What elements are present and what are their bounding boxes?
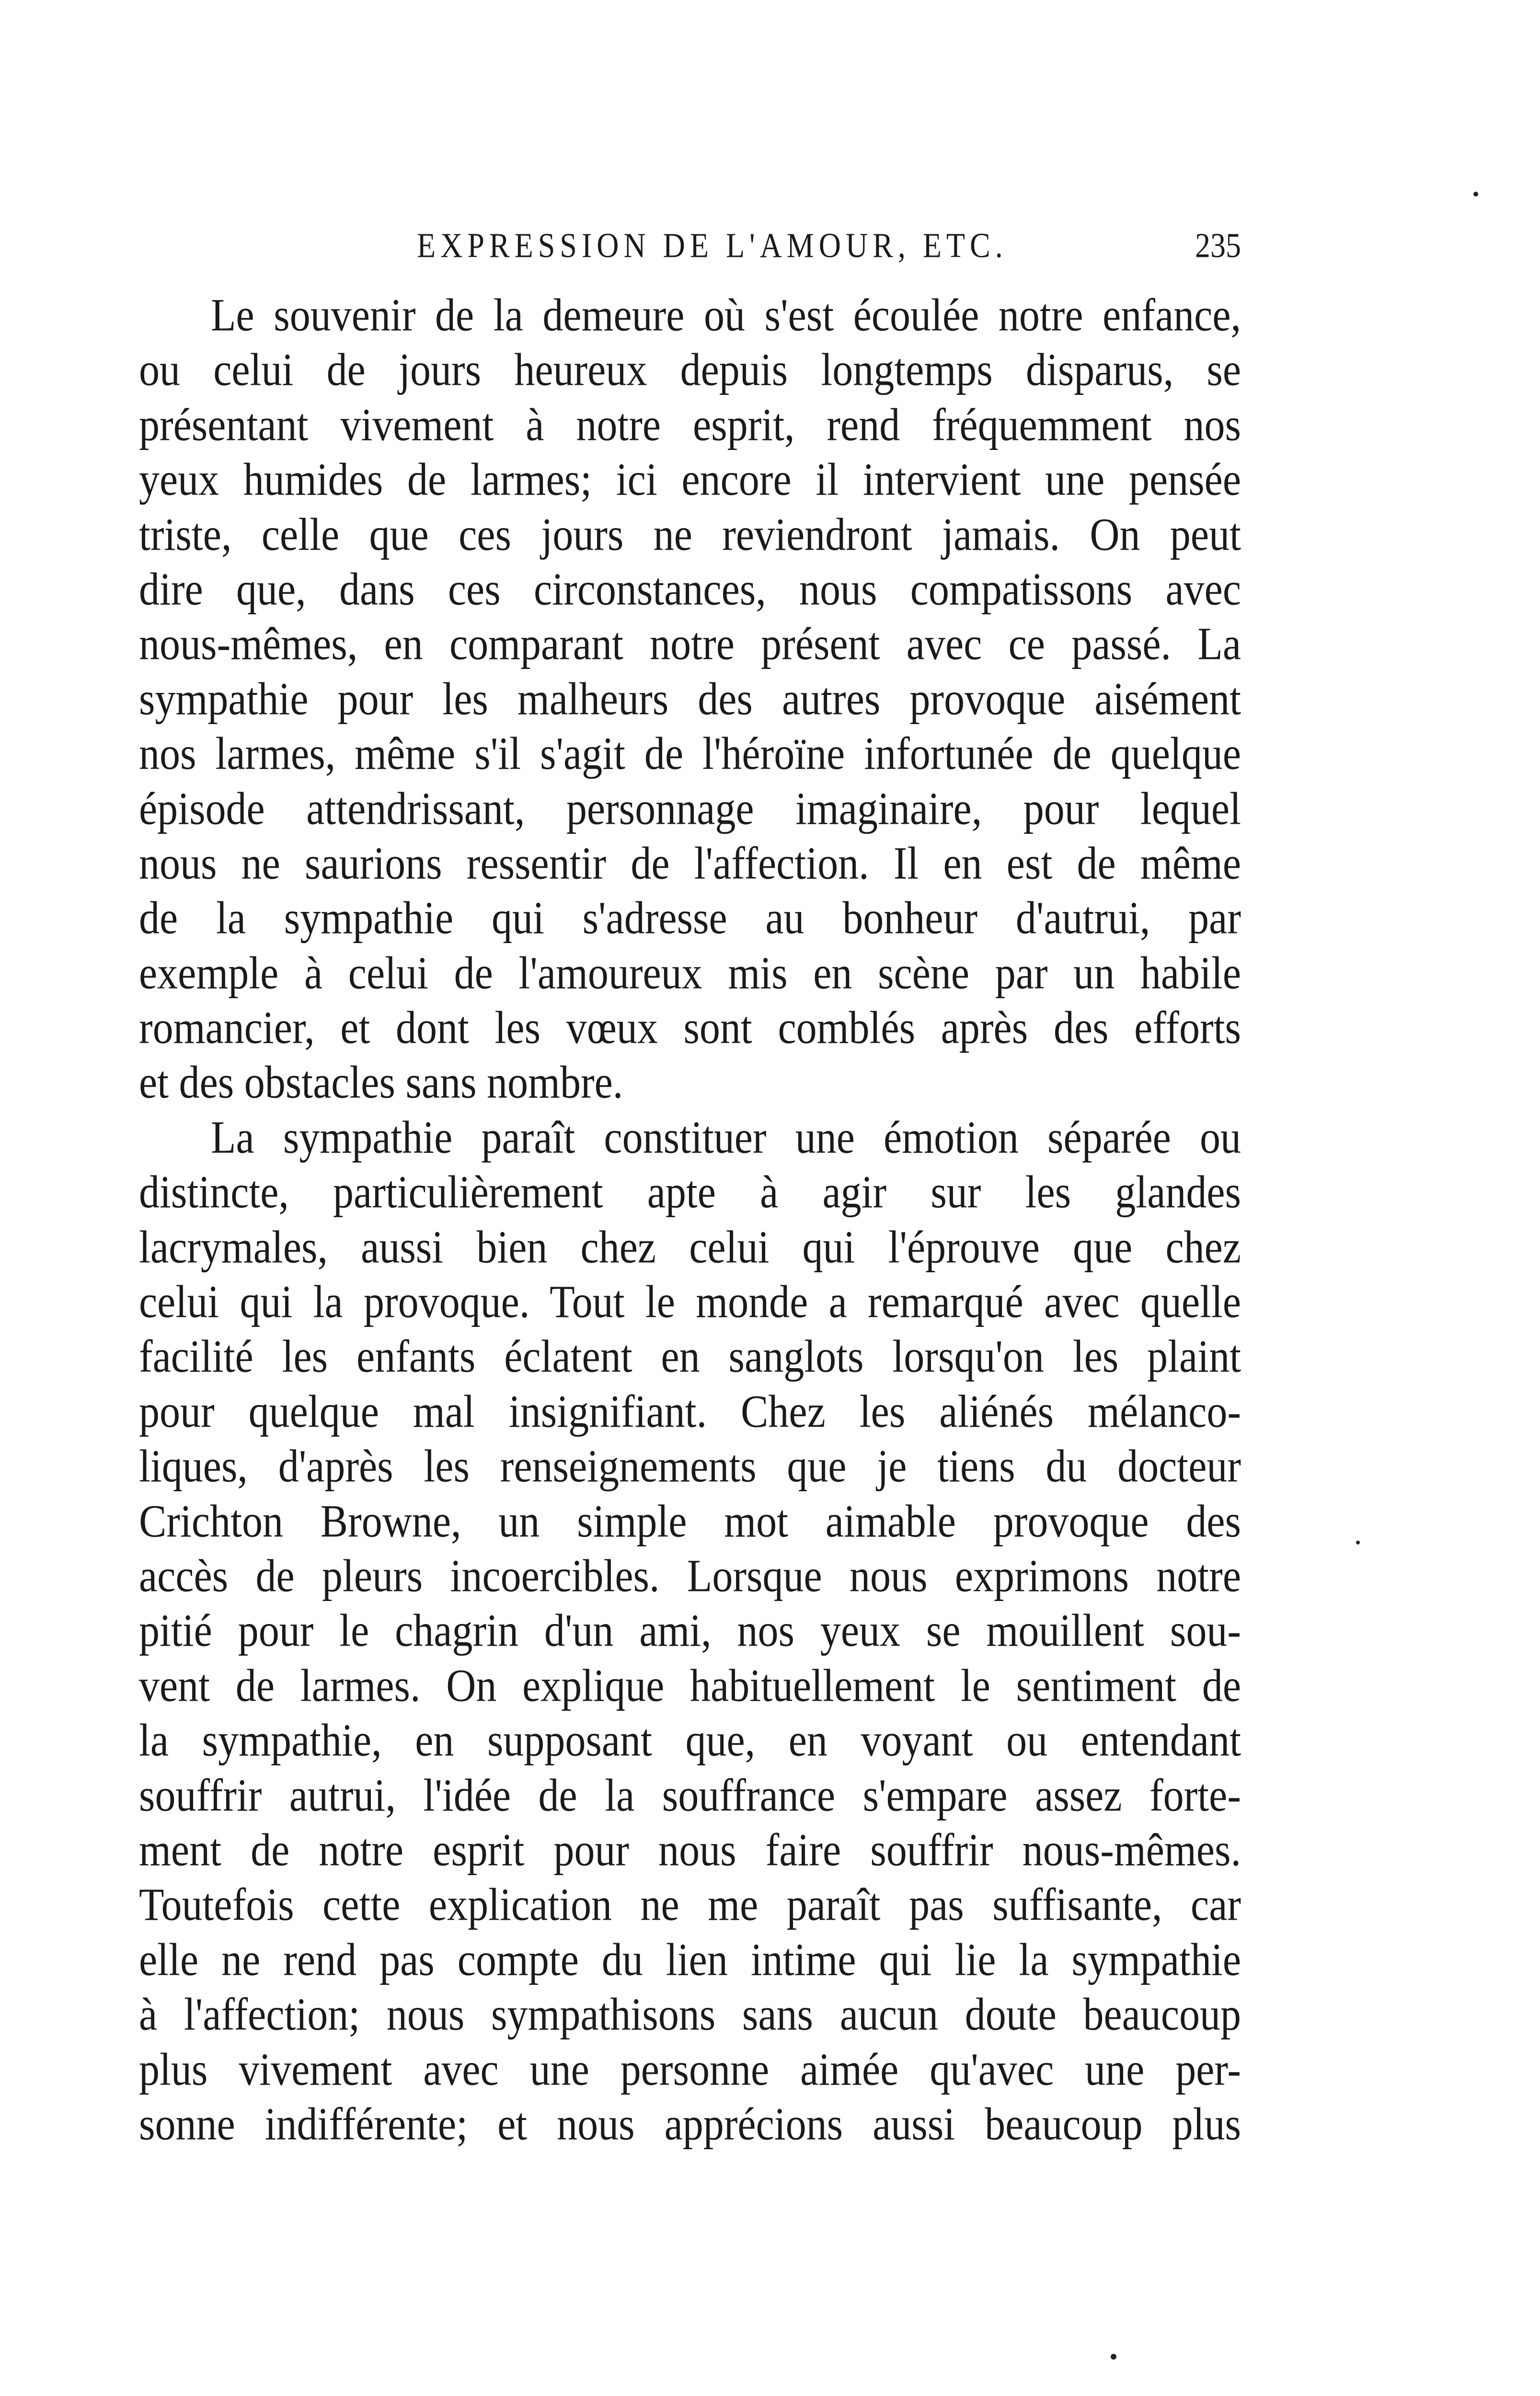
text-line: de la sympathie qui s'adresse au bonheur d'autrui, par (139, 892, 1241, 944)
text-line: ment de notre esprit pour nous faire souffrir nous-mêmes. (139, 1824, 1241, 1876)
scan-speck (1111, 2354, 1116, 2360)
text-line: nous ne saurions ressentir de l'affection. Il en est de même (139, 837, 1241, 889)
text-line: exemple à celui de l'amoureux mis en scène par un habile (139, 946, 1241, 999)
text-line: épisode attendrissant, personnage imaginaire, pour lequel (139, 782, 1241, 834)
running-title: EXPRESSION DE L'AMOUR, ETC. (417, 226, 1008, 265)
text-line: ou celui de jours heureux depuis longtemps disparus, se (139, 344, 1241, 396)
text-line: plus vivement avec une personne aimée qu'avec une per- (139, 2043, 1241, 2095)
page-number: 235 (1195, 226, 1241, 265)
text-line: Le souvenir de la demeure où s'est écoulée notre enfance, (211, 289, 1241, 341)
text-line: distincte, particulièrement apte à agir sur les glandes (139, 1166, 1241, 1218)
scan-speck (1473, 192, 1478, 196)
text-line: romancier, et dont les vœux sont comblés après des efforts (139, 1002, 1241, 1053)
paragraph-2 (139, 1110, 1241, 2151)
text-line: liques, d'après les renseignements que je tiens du docteur (139, 1440, 1241, 1492)
text-line: souffrir autrui, l'idée de la souffrance s'empare assez forte- (139, 1769, 1241, 1821)
text-line: pitié pour le chagrin d'un ami, nos yeux se mouillent sou- (139, 1604, 1241, 1657)
text-line: la sympathie, en supposant que, en voyant ou entendant (139, 1714, 1241, 1766)
text-line: triste, celle que ces jours ne reviendront jamais. On peut (139, 508, 1241, 560)
body-text (139, 288, 1241, 2151)
text-line: à l'affection; nous sympathisons sans aucun doute beaucoup (139, 1988, 1241, 2040)
text-line: Toutefois cette explication ne me paraît pas suffisante, car (139, 1878, 1241, 1931)
text-line: présentant vivement à notre esprit, rend fréquemment nos (139, 398, 1241, 450)
text-line: yeux humides de larmes; ici encore il intervient une pensée (139, 453, 1241, 505)
text-line: nos larmes, même s'il s'agit de l'héroïne infortunée de quelque (139, 727, 1241, 779)
text-line: facilité les enfants éclatent en sanglots lorsqu'on les plaint (139, 1330, 1241, 1382)
text-line: La sympathie paraît constituer une émotion séparée ou (211, 1111, 1241, 1163)
paragraph-1 (139, 288, 1241, 1110)
scan-speck (1356, 1541, 1360, 1544)
running-header (417, 225, 1241, 264)
text-line: nous-mêmes, en comparant notre présent avec ce passé. La (139, 618, 1241, 670)
text-line: sonne indifférente; et nous apprécions aussi beaucoup plus (139, 2098, 1241, 2150)
text-line: dire que, dans ces circonstances, nous compatissons avec (139, 563, 1241, 615)
text-line: celui qui la provoque. Tout le monde a remarqué avec quelle (139, 1276, 1241, 1327)
text-line: Crichton Browne, un simple mot aimable provoque des (139, 1495, 1241, 1547)
text-line: lacrymales, aussi bien chez celui qui l'éprouve que chez (139, 1221, 1241, 1273)
text-line: elle ne rend pas compte du lien intime qui lie la sympathie (139, 1933, 1241, 1985)
text-line: sympathie pour les malheurs des autres provoque aisément (139, 672, 1241, 725)
text-line: pour quelque mal insignifiant. Chez les aliénés mélanco- (139, 1385, 1241, 1437)
text-line: vent de larmes. On explique habituellement le sentiment de (139, 1659, 1241, 1711)
text-line: accès de pleurs incoercibles. Lorsque nous exprimons notre (139, 1550, 1241, 1601)
text-line: et des obstacles sans nombre. (139, 1056, 623, 1108)
